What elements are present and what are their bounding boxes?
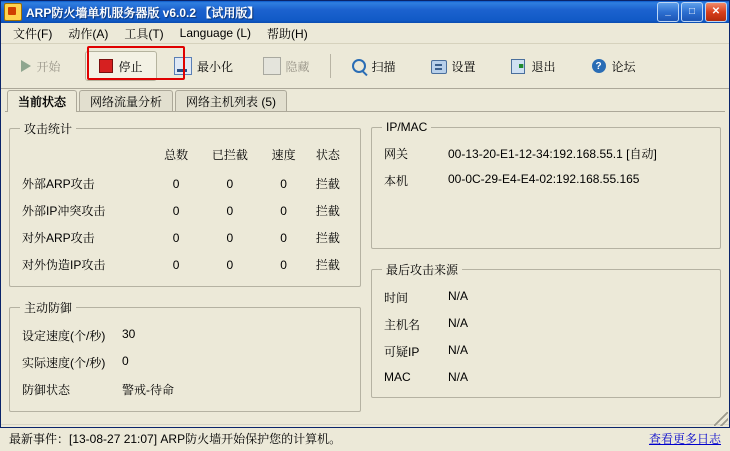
toolbar-hide-label: 隐藏: [285, 59, 310, 74]
col-blocked: 已拦截: [211, 148, 248, 162]
close-button[interactable]: ✕: [705, 2, 727, 22]
row-key: 主机名: [384, 318, 421, 332]
last-attack-table: [382, 284, 710, 389]
ipmac-legend: IP/MAC: [386, 120, 428, 134]
tab-host-list[interactable]: 网络主机列表 (5): [175, 90, 287, 111]
toolbar-scan[interactable]: [337, 51, 409, 81]
row-total: 0: [172, 230, 180, 245]
search-icon: [351, 58, 367, 74]
menu-help[interactable]: 帮助(H): [267, 26, 308, 41]
attack-stats-table: [20, 143, 350, 278]
row-key: 本机: [384, 174, 409, 188]
table-row: [382, 140, 710, 167]
left-column: [9, 120, 361, 424]
row-key: 防御状态: [22, 383, 71, 397]
row-value: 警戒-待命: [122, 383, 174, 397]
play-icon: [21, 60, 31, 72]
row-label: 对外ARP攻击: [22, 231, 95, 245]
last-attack-legend: 最后攻击来源: [386, 263, 459, 277]
window-title: ARP防火墙单机服务器版 v6.0.2 【试用版】: [26, 5, 260, 20]
active-defense-legend: 主动防御: [24, 301, 73, 315]
gear-icon: [431, 58, 447, 74]
toolbar-minimize-label: 最小化: [197, 59, 234, 74]
toolbar-stop-label: 停止: [118, 59, 143, 74]
toolbar-forum[interactable]: [577, 51, 649, 81]
row-total: 0: [172, 257, 180, 272]
minimize-window-icon: [174, 57, 192, 75]
table-row: [20, 251, 350, 278]
table-row: [20, 224, 350, 251]
hide-icon: [263, 57, 281, 75]
table-row: [382, 284, 710, 311]
row-value: 0: [122, 354, 129, 368]
row-key: 实际速度(个/秒): [22, 356, 106, 370]
row-speed: 0: [280, 176, 287, 191]
row-value: 00-0C-29-E4-E4-02:192.168.55.165: [448, 172, 640, 186]
menu-tools[interactable]: 工具(T): [124, 26, 164, 41]
toolbar-separator: [330, 54, 331, 78]
menu-language[interactable]: Language (L): [179, 26, 252, 40]
toolbar-exit[interactable]: [497, 51, 569, 81]
col-total: 总数: [164, 148, 189, 162]
view-more-logs-link[interactable]: 查看更多日志: [648, 431, 721, 446]
row-key: MAC: [384, 370, 411, 384]
shield-icon: [4, 3, 22, 21]
row-status: 拦截: [315, 231, 340, 245]
row-label: 对外伪造IP攻击: [22, 258, 106, 272]
attack-stats-group: [9, 120, 361, 287]
title-bar: [1, 1, 729, 23]
toolbar-stop[interactable]: [85, 51, 157, 81]
stop-icon: [99, 59, 113, 73]
row-label: 外部IP冲突攻击: [22, 204, 106, 218]
row-value: N/A: [448, 289, 469, 303]
toolbar-forum-label: 论坛: [611, 59, 636, 74]
row-total: 0: [172, 176, 180, 191]
ipmac-table: [382, 140, 710, 194]
toolbar-scan-label: 扫描: [371, 59, 396, 74]
toolbar-exit-label: 退出: [531, 59, 556, 74]
row-total: 0: [172, 203, 180, 218]
toolbar-minimize[interactable]: [165, 51, 242, 81]
col-name: [20, 143, 154, 170]
row-speed: 0: [280, 257, 287, 272]
table-row: [20, 322, 350, 349]
row-blocked: 0: [226, 257, 234, 272]
tab-strip: [1, 89, 729, 111]
row-blocked: 0: [226, 176, 234, 191]
toolbar: [1, 44, 729, 89]
window-controls: [657, 2, 727, 22]
toolbar-settings[interactable]: [417, 51, 489, 81]
active-defense-group: [9, 299, 361, 412]
col-status: 状态: [315, 148, 340, 162]
ipmac-group: [371, 120, 721, 249]
right-column: [371, 120, 721, 424]
row-key: 设定速度(个/秒): [22, 329, 106, 343]
table-row: [382, 311, 710, 338]
menu-file[interactable]: 文件(F): [13, 26, 53, 41]
forum-icon: ?: [591, 58, 607, 74]
row-status: 拦截: [315, 204, 340, 218]
row-value: N/A: [448, 343, 469, 357]
table-row: [20, 170, 350, 197]
row-status: 拦截: [315, 258, 340, 272]
row-blocked: 0: [226, 230, 234, 245]
row-value: N/A: [448, 370, 469, 384]
row-label: 外部ARP攻击: [22, 177, 95, 191]
row-speed: 0: [280, 230, 287, 245]
latest-event-text: 最新事件：[13-08-27 21:07] ARP防火墙开始保护您的计算机。: [9, 431, 342, 446]
menu-bar: [1, 23, 729, 44]
toolbar-settings-label: 设置: [451, 59, 476, 74]
table-row: [20, 349, 350, 376]
resize-grip[interactable]: [714, 412, 728, 426]
status-bar: [1, 424, 729, 451]
menu-action[interactable]: 动作(A): [68, 26, 109, 41]
minimize-button[interactable]: _: [657, 2, 679, 22]
row-value: 30: [122, 327, 136, 341]
table-header-row: [20, 143, 350, 170]
toolbar-hide[interactable]: [250, 51, 322, 81]
attack-stats-legend: 攻击统计: [24, 122, 73, 136]
table-row: [382, 338, 710, 365]
row-key: 时间: [384, 291, 409, 305]
row-value: N/A: [448, 316, 469, 330]
toolbar-start[interactable]: [5, 51, 77, 81]
active-defense-table: [20, 322, 350, 403]
tab-content-current-status: [5, 111, 725, 424]
toolbar-start-label: 开始: [36, 59, 61, 74]
table-row: [20, 376, 350, 403]
row-blocked: 0: [226, 203, 234, 218]
row-speed: 0: [280, 203, 287, 218]
exit-icon: [511, 58, 527, 74]
row-key: 可疑IP: [384, 345, 420, 359]
row-status: 拦截: [315, 177, 340, 191]
tab-current-status[interactable]: 当前状态: [7, 90, 77, 112]
table-row: [382, 167, 710, 194]
maximize-button[interactable]: □: [681, 2, 703, 22]
tab-traffic-analysis[interactable]: 网络流量分析: [79, 90, 173, 111]
row-key: 网关: [384, 147, 409, 161]
col-speed: 速度: [271, 148, 296, 162]
last-attack-group: [371, 261, 721, 398]
row-value: 00-13-20-E1-12-34:192.168.55.1 [自动]: [448, 147, 657, 161]
table-row: [20, 197, 350, 224]
table-row: [382, 365, 710, 389]
